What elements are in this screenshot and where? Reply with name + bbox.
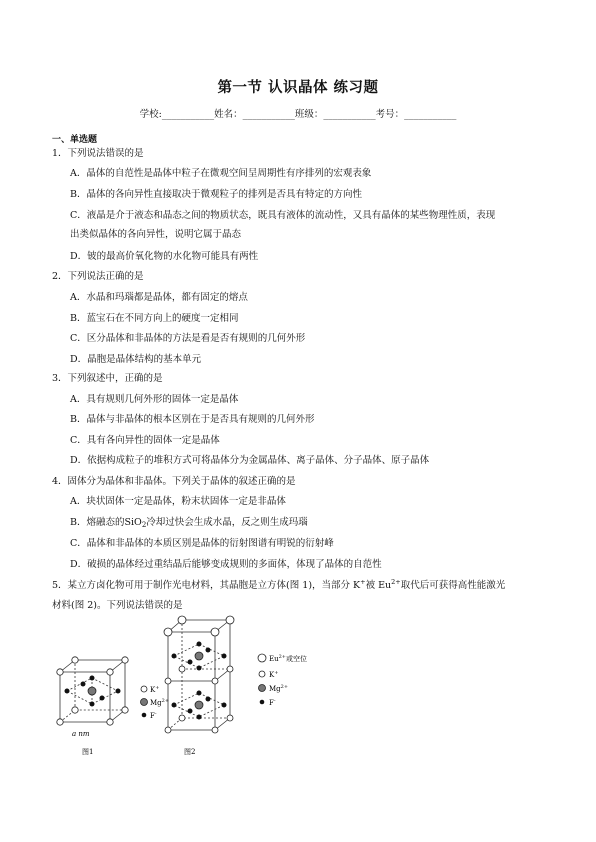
- question-4-option-c: C．晶体和非晶体的本质区别是晶体的衍射图谱有明锐的衍射峰: [70, 538, 334, 549]
- question-3-stem: 3．下列叙述中，正确的是: [52, 373, 163, 384]
- fig2-legend: [258, 654, 307, 707]
- page-title: 第一节 认识晶体 练习题: [217, 80, 379, 96]
- question-1-option-c-cont: 出类似晶体的各向异性，说明它属于晶态: [70, 229, 242, 240]
- fig2-mg-atoms: [195, 652, 203, 709]
- svg-text:Eu2+或空位: $Eu^{2+}$或空位: [269, 654, 307, 663]
- student-info-line: 学校:___________姓名：___________班级：___________考号：___________: [139, 109, 457, 120]
- crystal-figure: [50, 612, 350, 762]
- svg-text:Mg2+: $Mg^{2+}$: [269, 684, 289, 693]
- question-4-option-d: D．破损的晶体经过重结晶后能够变成规则的多面体，体现了晶体的自范性: [70, 559, 382, 570]
- question-1-option-b: B．晶体的各向异性直接取决于微观粒子的排列是否具有特定的方向性: [70, 189, 362, 200]
- question-1-option-c: C．液晶是介于液态和晶态之间的物质状态，既具有液体的流动性，又具有晶体的某些物理性质，表现: [70, 210, 496, 221]
- question-5-stem: 5．某立方卤化物可用于制作光电材料，其晶胞是立方体(图 1)，当部分 K+被 $Eu^{2+}$取代后可获得高性能激光: [52, 578, 506, 591]
- question-3-option-b: B．晶体与非晶体的根本区别在于是否具有规则的几何外形: [70, 414, 315, 425]
- fig1-axis-label: a nm: [72, 730, 90, 738]
- question-2-option-c: C．区分晶体和非晶体的方法是看是否有规则的几何外形: [70, 333, 306, 344]
- question-2-option-a: A．水晶和玛瑙都是晶体，都有固定的熔点: [70, 292, 248, 303]
- question-4-option-a: A．块状固体一定是晶体，粉末状固体一定是非晶体: [70, 496, 286, 507]
- svg-text:K+: K+: [150, 685, 160, 694]
- section-heading: 一、单选题: [52, 135, 98, 145]
- fig2-k-atoms: [165, 666, 233, 733]
- fig1-mg-atom: [88, 687, 96, 695]
- svg-text:F-: F-: [150, 711, 157, 720]
- svg-text:Mg2+: $Mg^{2+}$: [150, 698, 170, 707]
- question-1-option-d: D．铍的最高价氧化物的水化物可能具有两性: [70, 251, 259, 262]
- question-2-option-d: D．晶胞是晶体结构的基本单元: [70, 354, 202, 365]
- question-5-stem-cont: 材料(图 2)。下列说法错误的是: [52, 600, 183, 611]
- question-3-option-d: D．依据构成粒子的堆积方式可将晶体分为金属晶体、离子晶体、分子晶体、原子晶体: [70, 455, 430, 466]
- question-3-option-a: A．具有规则几何外形的固体一定是晶体: [70, 394, 239, 405]
- question-4-option-b: B．熔融态的SiO$_2$冷却过快会生成水晶，反之则生成玛瑙: [70, 517, 308, 529]
- question-1-stem: 1．下列说法错误的是: [52, 148, 144, 159]
- question-1-option-a: A．晶体的自范性是晶体中粒子在微观空间呈周期性有序排列的宏观表象: [70, 168, 372, 179]
- question-2-stem: 2．下列说法正确的是: [52, 271, 144, 282]
- question-4-stem: 4．固体分为晶体和非晶体。下列关于晶体的叙述正确的是: [52, 476, 296, 487]
- question-2-option-b: B．蓝宝石在不同方向上的硬度一定相同: [70, 313, 239, 324]
- fig1-legend: [141, 685, 170, 720]
- svg-text:F-: F-: [269, 698, 276, 707]
- fig1-caption: 图1: [82, 748, 94, 756]
- sio2-formula: SiO: [124, 517, 142, 528]
- fig2-caption: 图2: [184, 748, 196, 756]
- question-3-option-c: C．具有各向异性的固体一定是晶体: [70, 435, 220, 446]
- svg-text:K+: K+: [269, 670, 279, 679]
